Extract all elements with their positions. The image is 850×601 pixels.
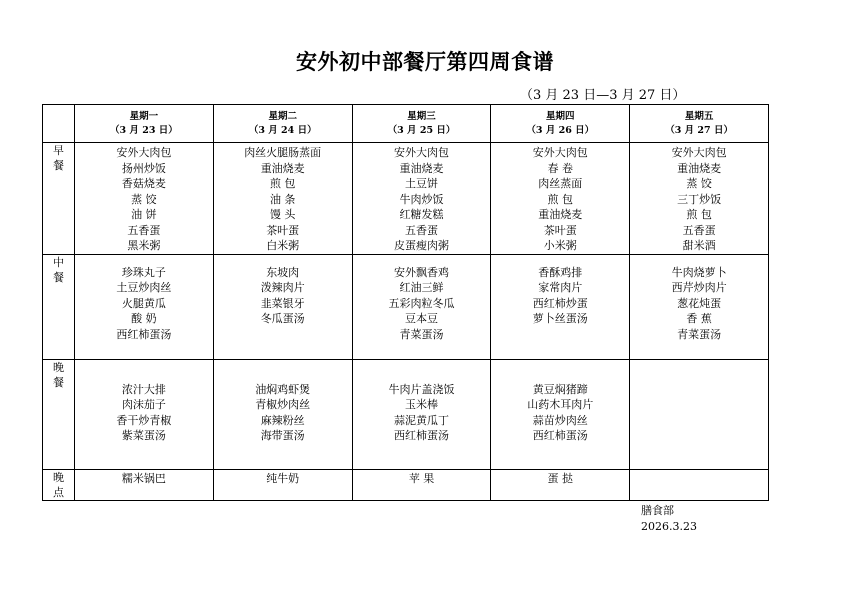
meal-label-char: 晚	[53, 360, 64, 374]
dish-item: 小米粥	[543, 239, 577, 252]
breakfast-label	[43, 143, 75, 255]
weekly-menu-table	[42, 104, 769, 501]
dish-item: 山药木耳肉片	[527, 398, 594, 411]
dinner-cell	[352, 359, 491, 469]
dish-item: 五彩肉粒冬瓜	[388, 296, 455, 310]
meal-label-char: 点	[53, 485, 64, 499]
dish-item: 茶叶蛋	[266, 223, 300, 237]
meal-label-char: 餐	[53, 270, 64, 284]
dish-item: 油 条	[269, 192, 296, 206]
dish-item: 青菜蛋汤	[399, 327, 444, 341]
menu-title: 安外初中部餐厅第四周食谱	[296, 50, 554, 74]
dish-item: 珍珠丸子	[121, 265, 166, 279]
dish-item: 安外大肉包	[532, 146, 588, 159]
dish-item: 土豆炒肉丝	[116, 281, 172, 294]
snack-label	[43, 469, 75, 500]
day-date: （3 月 24 日）	[248, 125, 317, 136]
dish-item: 安外大肉包	[671, 146, 727, 159]
dish-item: 浓汁大排	[121, 382, 166, 396]
dish-item: 五香蛋	[127, 223, 161, 237]
dish-item: 酸 奶	[131, 312, 157, 325]
dish-item: 豆本豆	[404, 312, 438, 325]
lunch-cell	[352, 254, 491, 359]
dish-item: 牛肉炒饭	[399, 192, 444, 206]
dish-list	[353, 143, 491, 254]
dish-item: 油 饼	[131, 208, 157, 221]
breakfast-cell	[352, 143, 491, 255]
dinner-row	[43, 359, 769, 469]
dish-item: 蒸 饺	[131, 192, 157, 206]
meal-label-char: 晚	[53, 470, 64, 484]
dish-item: 西芹炒肉片	[671, 281, 727, 294]
dish-item: 西红柿蛋汤	[393, 429, 449, 442]
dish-item: 泼辣肉片	[260, 281, 305, 294]
snack-cell	[630, 469, 769, 500]
dish-item: 油焖鸡虾煲	[255, 382, 311, 396]
dish-item: 西红柿蛋汤	[116, 327, 172, 341]
dish-item: 肉沫茄子	[121, 398, 166, 411]
dish-item: 海带蛋汤	[260, 429, 305, 442]
date-range: （3 月 23 日—3 月 27 日）	[520, 88, 686, 103]
dish-item: 三丁炒饭	[677, 192, 722, 206]
day-header	[630, 105, 769, 143]
day-header	[213, 105, 352, 143]
dish-item: 安外大肉包	[393, 146, 449, 159]
breakfast-cell	[491, 143, 630, 255]
lunch-cell	[630, 254, 769, 359]
dish-item: 春 卷	[547, 161, 574, 175]
dish-list	[75, 360, 213, 444]
dish-list	[491, 143, 629, 254]
lunch-cell	[213, 254, 352, 359]
dinner-label	[43, 359, 75, 469]
dish-item: 煎 包	[547, 192, 574, 206]
header-row	[43, 105, 769, 143]
breakfast-cell	[213, 143, 352, 255]
dish-item: 麻辣粉丝	[260, 413, 305, 427]
dish-list	[353, 360, 491, 444]
issue-date: 2026.3.23	[641, 520, 697, 533]
snack-cell: 纯牛奶	[213, 469, 352, 500]
dish-list	[353, 255, 491, 343]
dish-item: 五香蛋	[682, 223, 716, 237]
dish-list	[491, 360, 629, 444]
day-header	[491, 105, 630, 143]
meal-label-char: 餐	[53, 159, 64, 172]
dish-item: 葱花炖蛋	[677, 296, 722, 310]
dish-item: 香菇烧麦	[121, 177, 166, 190]
dish-item: 蒸 饺	[686, 177, 712, 190]
dish-item: 土豆饼	[404, 177, 438, 190]
dish-list	[630, 143, 768, 254]
dish-item: 西红柿炒蛋	[532, 296, 588, 310]
day-name: 星期二	[268, 111, 297, 122]
day-date: （3 月 27 日）	[665, 125, 733, 136]
lunch-cell	[75, 254, 214, 359]
snack-cell: 糯米锅巴	[75, 469, 214, 500]
dish-item: 黑米粥	[127, 239, 161, 252]
dish-item: 皮蛋瘦肉粥	[393, 239, 449, 252]
day-header	[75, 105, 214, 143]
dish-item: 牛肉烧萝卜	[671, 265, 727, 279]
dish-item: 韭菜银牙	[260, 296, 305, 310]
dish-item: 红糖发糕	[399, 208, 444, 221]
day-header	[352, 105, 491, 143]
dish-item: 重油烧麦	[677, 161, 722, 175]
dish-item: 家常肉片	[538, 281, 583, 294]
dish-item: 安外飘香鸡	[393, 265, 449, 279]
dish-list	[214, 360, 352, 444]
dish-item: 甜米酒	[682, 239, 716, 252]
dish-item: 肉丝火腿肠蒸面	[244, 146, 322, 159]
dish-item: 紫菜蛋汤	[121, 429, 166, 442]
dish-list	[630, 255, 768, 343]
lunch-cell	[491, 254, 630, 359]
dish-item: 冬瓜蛋汤	[260, 312, 305, 325]
dish-item: 蒜苗炒肉丝	[532, 413, 588, 427]
dish-list	[214, 255, 352, 327]
dish-list	[214, 143, 352, 254]
lunch-row	[43, 254, 769, 359]
meal-label-char: 早	[53, 144, 64, 157]
dish-item: 蒜泥黄瓜丁	[393, 413, 449, 427]
dish-item: 重油烧麦	[399, 161, 444, 175]
dish-list	[630, 360, 768, 382]
day-name: 星期一	[129, 111, 159, 122]
lunch-label	[43, 254, 75, 359]
dish-item: 西红柿蛋汤	[532, 429, 588, 442]
dish-item: 黄豆焖猪蹄	[532, 382, 588, 396]
dish-item: 火腿黄瓜	[121, 296, 166, 310]
dish-item: 牛肉片盖浇饭	[388, 382, 455, 396]
dinner-cell	[630, 359, 769, 469]
dish-item: 重油烧麦	[538, 208, 583, 221]
dinner-cell	[213, 359, 352, 469]
meal-label-char: 餐	[53, 375, 64, 389]
day-date: （3 月 25 日）	[387, 125, 456, 136]
dish-item: 玉米棒	[404, 398, 438, 411]
dinner-cell	[491, 359, 630, 469]
breakfast-cell	[75, 143, 214, 255]
day-name: 星期四	[546, 111, 575, 122]
snack-cell: 苹 果	[352, 469, 491, 500]
dish-item: 安外大肉包	[116, 146, 172, 159]
day-date: （3 月 23 日）	[110, 125, 178, 136]
day-name: 星期三	[407, 111, 436, 122]
meal-label-char: 中	[53, 255, 64, 269]
day-date: （3 月 26 日）	[526, 125, 595, 136]
dish-item: 白米粥	[266, 239, 300, 252]
dish-item: 馒 头	[269, 208, 296, 221]
dish-item: 扬州炒饭	[121, 161, 166, 175]
snack-cell: 蛋 挞	[491, 469, 630, 500]
corner-cell	[43, 105, 75, 143]
dish-item: 青菜蛋汤	[677, 327, 722, 341]
dish-item: 煎 包	[686, 208, 712, 221]
department-signature: 膳食部	[641, 504, 674, 517]
dish-item: 红油三鲜	[399, 281, 444, 294]
dish-item: 煎 包	[269, 177, 296, 190]
dish-list	[75, 255, 213, 343]
dish-item: 香 蕉	[686, 312, 712, 325]
dish-item: 香酥鸡排	[538, 265, 583, 279]
dish-item: 肉丝蒸面	[538, 177, 583, 190]
dish-list	[75, 143, 213, 254]
dish-list	[491, 255, 629, 327]
dish-item: 青椒炒肉丝	[255, 398, 311, 411]
dinner-cell	[75, 359, 214, 469]
dish-item: 五香蛋	[404, 223, 438, 237]
dish-item: 重油烧麦	[260, 161, 305, 175]
breakfast-cell	[630, 143, 769, 255]
dish-item: 香干炒青椒	[116, 413, 172, 427]
dish-item: 茶叶蛋	[543, 223, 577, 237]
dish-item: 萝卜丝蛋汤	[532, 312, 588, 325]
day-name: 星期五	[684, 111, 714, 122]
breakfast-row	[43, 143, 769, 255]
snack-row	[43, 469, 769, 500]
dish-item: 东坡肉	[266, 265, 300, 279]
